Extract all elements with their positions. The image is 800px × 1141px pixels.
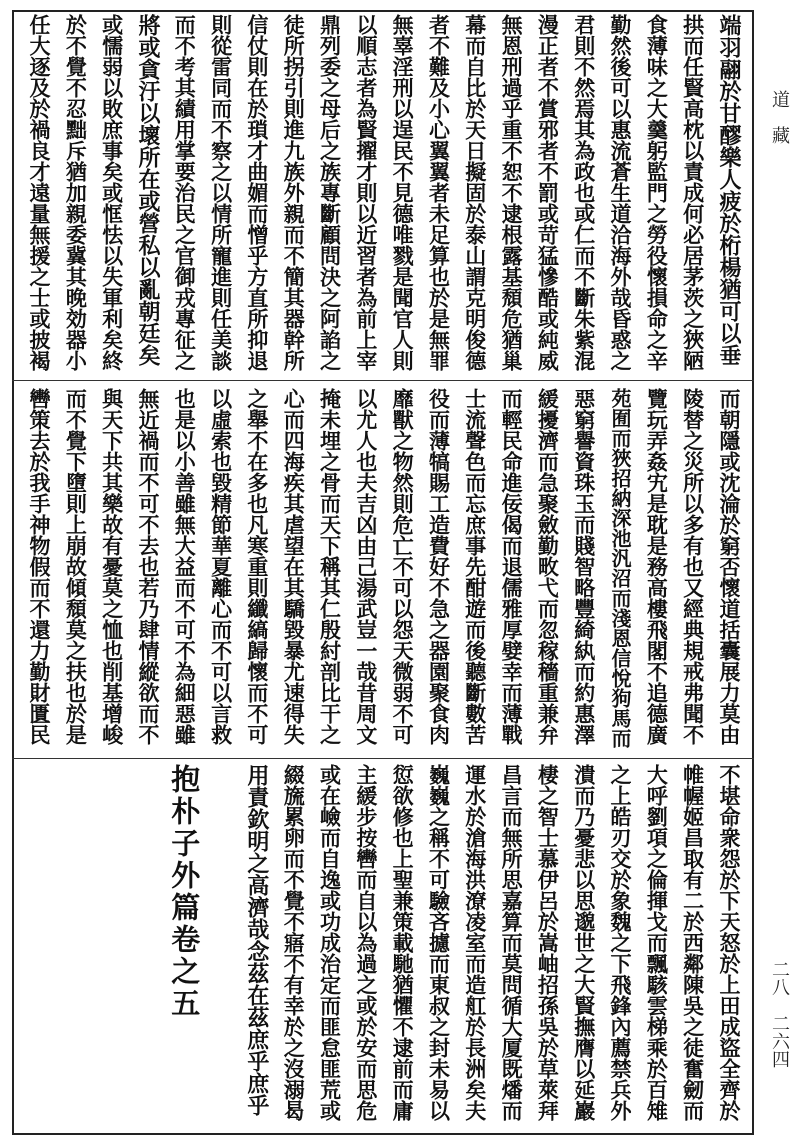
column-text: 將或貪汙以壞所在或營私以亂朝廷矣 [134, 14, 161, 366]
text-column [385, 388, 419, 756]
text-column [567, 14, 601, 382]
column-text: 以虛索也毀精節華夏離心而不可以言救 [208, 388, 234, 745]
text-column [349, 14, 383, 382]
text-column [603, 14, 637, 382]
text-column [494, 14, 528, 382]
column-text: 食薄味之大羹躬監門之勞役懷損命之辛 [644, 14, 670, 371]
text-column [712, 14, 746, 382]
column-text: 之上皓刃交於象魏之下飛鋒內薦禁兵外 [608, 764, 633, 1121]
column-text: 士流聲色而忘庶事先酣遊而後聽斷數苦 [462, 388, 488, 745]
column-text: 而不考其績用掌要治民之官御戎專征之 [172, 14, 198, 371]
column-text: 用責欽明之高濟哉念茲在茲庶乎庶乎 [243, 764, 270, 1116]
text-column [276, 764, 310, 1132]
text-column [676, 388, 710, 756]
text-column [95, 14, 129, 382]
column-text: 靡獸之物然則危亡不可以怨天微弱不可 [390, 388, 416, 745]
column-text: 以順志者為賢擢才則以近習者為前上宰 [353, 14, 379, 371]
text-column [530, 14, 564, 382]
column-text: 無近禍而不可不去也若乃肆情縱欲而不 [135, 388, 161, 745]
column-text: 幕而自比於天日擬固於泰山謂克明俊德 [462, 14, 488, 371]
column-text: 帷幄姬昌取有二於西鄰陳吳之徒奮劒而 [680, 764, 706, 1121]
text-column [167, 14, 201, 382]
margin-page-number: 二八 二六四 [769, 960, 790, 1068]
column-text: 與天下共其樂故有憂莫之恤也削基增峻 [99, 388, 125, 745]
text-column [131, 764, 165, 1132]
column-text: 覽玩弄姦宄是耽是務高樓飛閣不追德廣 [644, 388, 670, 745]
text-column [95, 764, 129, 1132]
column-text: 信仗則在於瑣才曲媚而憎乎方直所抑退 [244, 14, 270, 371]
column-text: 拱而任賢高枕以責成何必居茅茨之狹陋 [680, 14, 706, 371]
text-column [639, 14, 673, 382]
margin-collection-title: 道 藏 [769, 90, 790, 144]
text-register-bottom [22, 764, 746, 1132]
register-divider-2 [12, 758, 754, 759]
text-column [349, 764, 383, 1132]
column-text: 棲之智士慕伊呂於嵩岫招孫吳於草萊拜 [535, 764, 561, 1121]
text-column [204, 388, 238, 756]
text-column [385, 764, 419, 1132]
column-text: 而不覺下墮則上崩故傾頹莫之扶也於是 [63, 388, 89, 745]
text-column [204, 764, 238, 1132]
text-column [276, 14, 310, 382]
text-column [313, 764, 347, 1132]
text-column [22, 14, 56, 382]
column-text: 以尤人也夫吉凶由己湯武豈一哉昔周文 [353, 388, 379, 745]
column-text: 大呼劉項之倫揮戈而飄駭雲梯乘於百雉 [644, 764, 670, 1121]
text-column [313, 14, 347, 382]
text-column [458, 14, 492, 382]
column-text: 運水於滄海洪潦凌室而造舡於長洲矣夫 [462, 764, 488, 1121]
column-text: 徒所拐引則進九族外親而不簡其器幹所 [281, 14, 307, 371]
text-column [530, 388, 564, 756]
text-column [603, 764, 637, 1132]
column-text: 之舉不在多也凡寒重則纖縞歸懷而不可 [244, 388, 270, 745]
column-text: 轡策去於我手神物假而不還力勤財匱民 [27, 388, 52, 745]
text-column [204, 14, 238, 382]
column-text: 緩擾濟而急聚斂勤畋弋而忽稼穡重兼弁 [535, 388, 561, 745]
text-column [639, 388, 673, 756]
text-column [167, 388, 201, 756]
text-column [421, 388, 455, 756]
column-text: 無辜淫刑以逞民不見德唯戮是聞官人則 [390, 14, 416, 371]
text-column [167, 764, 201, 1132]
column-text: 主緩步按轡而自以為過之或於安而思危 [353, 764, 379, 1121]
text-column [22, 388, 56, 756]
column-text: 惡窮譽資珠玉而賤智略豐綺紈而約惠澤 [571, 388, 597, 745]
column-text: 君則不然焉其為政也或仁而不斷朱紫混 [571, 14, 597, 371]
column-text: 愆欲修也上聖兼策載馳猶懼不逮前而庸 [390, 764, 416, 1121]
text-column [530, 764, 564, 1132]
text-column [58, 14, 92, 382]
text-column [240, 14, 274, 382]
text-column [95, 388, 129, 756]
column-text: 任大逐及於禍良才遠量無援之士或披褐 [27, 14, 52, 371]
text-column [240, 764, 274, 1132]
column-text: 而朝隱或沈淪於窮否懷道括囊展力莫由 [716, 388, 742, 745]
text-column [494, 764, 528, 1132]
text-column [131, 14, 165, 382]
column-text: 漫正者不賞邪者不罰或苛猛慘酷或純威 [535, 14, 561, 371]
column-text: 則從雷同而不察之以情所寵進則任美談 [208, 14, 234, 371]
text-column [313, 388, 347, 756]
text-register-middle [22, 388, 746, 756]
text-column [639, 764, 673, 1132]
text-column [385, 14, 419, 382]
column-text: 抱朴子外篇卷之五 [167, 764, 202, 1020]
text-column [494, 388, 528, 756]
text-column [22, 764, 56, 1132]
column-text: 掩未埋之骨而天下稱其仁殷紂剖比干之 [317, 388, 343, 745]
column-text: 不堪命衆怨於下天怒於上田成盜全齊於 [716, 764, 742, 1121]
column-text: 無恩刑過乎重不恕不逮根露基頹危猶巢 [499, 14, 525, 371]
text-column [603, 388, 637, 756]
text-column [567, 388, 601, 756]
text-column [712, 388, 746, 756]
column-text: 綴旒累卵而不覺不寤不有幸於之沒溺曷 [281, 764, 307, 1121]
text-column [421, 14, 455, 382]
column-text: 或懦弱以敗庶事矣或恇怯以失軍利矣終 [99, 14, 125, 371]
text-column [712, 764, 746, 1132]
text-column [458, 388, 492, 756]
column-text: 役而薄犒賜工造費好不急之器園聚食肉 [426, 388, 452, 745]
column-text: 巍巍之稱不可驗吝攄而東叔之封未易以 [426, 764, 452, 1121]
text-column [421, 764, 455, 1132]
column-text: 鼎列委之母后之族專斷顧問決之阿諂之 [317, 14, 343, 371]
text-column [458, 764, 492, 1132]
column-text: 昌言而無所思嘉算而莫問循大厦既燔而 [499, 764, 525, 1121]
text-column [58, 764, 92, 1132]
column-text: 勤然後可以惠流蒼生道洽海外哉昏惑之 [608, 14, 633, 371]
column-text: 於不覺不忍黜斥猶加親委冀其晚効器小 [63, 14, 89, 371]
text-column [676, 764, 710, 1132]
column-text: 陵替之災所以多有也又經典規戒弗聞不 [680, 388, 706, 745]
text-column [240, 388, 274, 756]
text-column [349, 388, 383, 756]
text-column [676, 14, 710, 382]
column-text: 也是以小善雖無大益而不可不為細惡雖 [172, 388, 198, 745]
text-column [276, 388, 310, 756]
column-text: 苑囿而狹招納深池汎沼而淺恩信悅狗馬而 [608, 388, 632, 748]
text-column [131, 388, 165, 756]
column-text: 端羽翮於甘醪樂人疲於桁楊猶可以垂 [715, 14, 742, 366]
text-register-top [22, 14, 746, 382]
column-text: 而輕民命進佞偈而退儒雅厚嬖幸而薄戰 [499, 388, 525, 745]
column-text: 或在嶮而自逸或功成治定而匪怠匪荒或 [317, 764, 343, 1121]
column-text: 心而四海疾其虐望在其驕毀暴尤速得失 [281, 388, 307, 745]
text-column [567, 764, 601, 1132]
column-text: 者不難及小心翼翼者未足算也於是無罪 [426, 14, 452, 371]
column-text: 潰而乃憂悲以思邈世之大賢撫膺以延巖 [571, 764, 597, 1121]
text-column [58, 388, 92, 756]
